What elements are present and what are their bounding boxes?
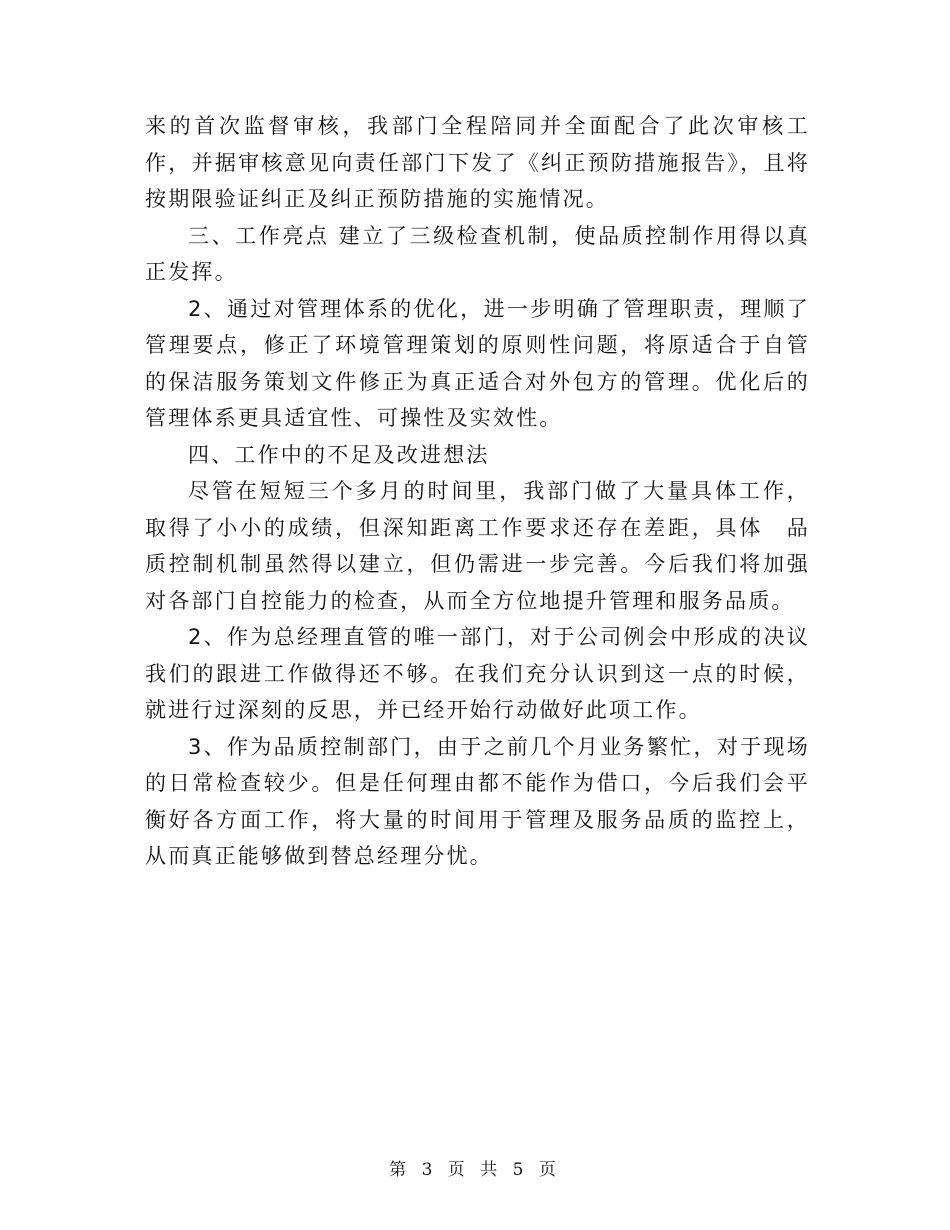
document-body xyxy=(145,108,810,875)
paragraph-management-system-optimization: 2、通过对管理体系的优化，进一步明确了管理职责，理顺了管理要点，修正了环境管理策划的原则性问题，将原适合于自管的保洁服务策划文件修正为真正适合对外包方的管理。优化后的管理体系更具适宜性、可操性及实效性。 xyxy=(145,296,810,430)
paragraph-audit-continuation: 来的首次监督审核，我部门全程陪同并全面配合了此次审核工作，并据审核意见向责任部门下发了《纠正预防措施报告》，且将按期限验证纠正及纠正预防措施的实施情况。 xyxy=(145,114,810,211)
section-heading-shortcomings: 四、工作中的不足及改进想法 xyxy=(188,442,490,467)
page-number-footer: 第 3 页 共 5 页 xyxy=(389,1160,561,1180)
paragraph-section-three-highlights: 三、工作亮点 建立了三级检查机制，使品质控制作用得以真正发挥。 xyxy=(145,223,810,284)
paragraph-shortcomings-intro: 尽管在短短三个多月的时间里，我部门做了大量具体工作，取得了小小的成绩，但深知距离工作要求还存在差距，具体 品质控制机制虽然得以建立，但仍需进一步完善。今后我们将加强对各部门自控能力的检查，从而全方位地提升管理和服务品质。 xyxy=(145,479,810,613)
paragraph-quality-inspection: 3、作为品质控制部门，由于之前几个月业务繁忙，对于现场的日常检查较少。但是任何理由都不能作为借口，今后我们会平衡好各方面工作，将大量的时间用于管理及服务品质的监控上，从而真正能够做到替总经理分忧。 xyxy=(145,734,810,868)
paragraph-follow-up-work: 2、作为总经理直管的唯一部门，对于公司例会中形成的决议我们的跟进工作做得还不够。在我们充分认识到这一点的时候，就进行过深刻的反思，并已经开始行动做好此项工作。 xyxy=(145,625,810,722)
